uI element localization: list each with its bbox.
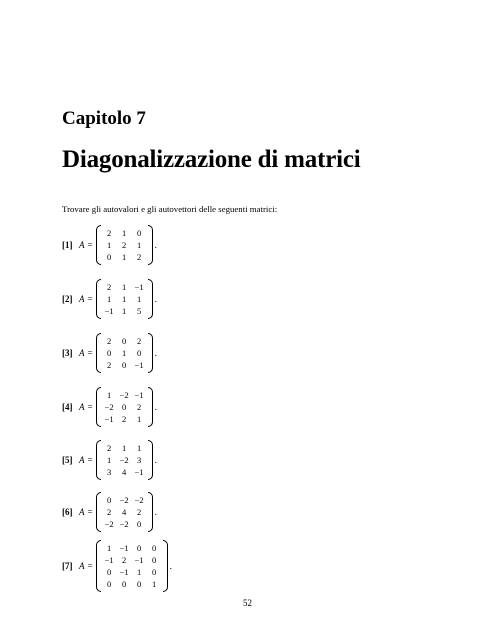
matrix-entry: 2 [121, 240, 127, 250]
matrix-entry: 1 [121, 348, 127, 358]
matrix-entry: 0 [136, 228, 142, 238]
matrix-entry: 5 [136, 306, 142, 316]
matrix-entry: 0 [106, 252, 112, 262]
matrix-entry: −2 [104, 519, 114, 529]
matrix-entry: 0 [136, 579, 142, 589]
matrix-entry: −1 [134, 467, 144, 477]
period: . [154, 348, 157, 358]
problem-5 [62, 443, 157, 477]
matrix-entry: 0 [136, 543, 142, 553]
page-number: 52 [243, 598, 252, 608]
problem-3 [62, 336, 157, 370]
matrix-entry: −1 [119, 567, 129, 577]
matrix-entry: 1 [136, 567, 142, 577]
equals-sign: = [87, 348, 93, 358]
period: . [154, 455, 157, 465]
problem-2 [62, 282, 157, 316]
problem-7 [62, 543, 172, 589]
matrix [96, 442, 153, 478]
matrix-entry: −2 [119, 390, 129, 400]
matrix-entry: 1 [106, 455, 112, 465]
problem-label: [6] [62, 507, 73, 517]
matrix-entry: 2 [136, 507, 142, 517]
matrix-entry: 2 [121, 414, 127, 424]
equals-sign: = [87, 294, 93, 304]
problem-label: [1] [62, 240, 73, 250]
matrix-entry: 1 [106, 390, 112, 400]
period: . [154, 240, 157, 250]
matrix-entry: −1 [104, 414, 114, 424]
matrix-entry: 2 [106, 443, 112, 453]
matrix-entry: −2 [119, 495, 129, 505]
matrix-variable: A [79, 507, 85, 517]
problem-label: [3] [62, 348, 73, 358]
matrix-entry: 0 [151, 555, 157, 565]
matrix-entry: −1 [119, 543, 129, 553]
matrix-entry: 4 [121, 467, 127, 477]
matrix [96, 335, 153, 371]
matrix-entry: −1 [104, 306, 114, 316]
matrix-entry: 2 [136, 402, 142, 412]
matrix-entry: 0 [136, 348, 142, 358]
matrix [96, 542, 168, 590]
matrix-entry: 1 [106, 240, 112, 250]
matrix-entry: 1 [151, 579, 157, 589]
matrix-entry: 2 [106, 336, 112, 346]
matrix-entry: 1 [106, 543, 112, 553]
period: . [154, 402, 157, 412]
matrix-entry: 1 [136, 443, 142, 453]
matrix-entry: 3 [106, 467, 112, 477]
matrix-entry: 1 [136, 414, 142, 424]
matrix-variable: A [79, 348, 85, 358]
matrix-entry: 1 [121, 306, 127, 316]
matrix-entry: −2 [119, 519, 129, 529]
problem-label: [7] [62, 561, 73, 571]
matrix-entry: 1 [136, 294, 142, 304]
chapter-heading: Capitolo 7 [62, 108, 146, 129]
matrix-entry: −1 [134, 390, 144, 400]
matrix-entry: 0 [121, 579, 127, 589]
problem-label: [2] [62, 294, 73, 304]
equals-sign: = [87, 240, 93, 250]
problem-label: [4] [62, 402, 73, 412]
matrix-entry: 1 [121, 443, 127, 453]
problem-4 [62, 390, 157, 424]
matrix-entry: 0 [151, 567, 157, 577]
matrix-variable: A [79, 402, 85, 412]
matrix-entry: 0 [121, 336, 127, 346]
matrix-entry: 2 [136, 252, 142, 262]
matrix-entry: 2 [106, 282, 112, 292]
matrix-entry: 0 [121, 360, 127, 370]
matrix-entry: −2 [119, 455, 129, 465]
page-title: Diagonalizzazione di matrici [62, 146, 361, 173]
matrix-entry: 0 [136, 519, 142, 529]
equals-sign: = [87, 561, 93, 571]
matrix-variable: A [79, 294, 85, 304]
matrix-entry: 4 [121, 507, 127, 517]
matrix-entry: 2 [106, 360, 112, 370]
matrix-entry: 1 [106, 294, 112, 304]
equals-sign: = [87, 507, 93, 517]
matrix-entry: 0 [121, 402, 127, 412]
matrix-variable: A [79, 240, 85, 250]
matrix-entry: 1 [121, 228, 127, 238]
matrix-variable: A [79, 455, 85, 465]
problem-label: [5] [62, 455, 73, 465]
matrix-entry: 0 [106, 567, 112, 577]
matrix [96, 494, 153, 530]
matrix-entry: −1 [134, 555, 144, 565]
matrix-entry: −2 [104, 402, 114, 412]
matrix-entry: −2 [134, 495, 144, 505]
matrix-entry: 0 [106, 579, 112, 589]
matrix [96, 227, 153, 263]
matrix-entry: 2 [106, 507, 112, 517]
matrix-entry: −1 [134, 282, 144, 292]
matrix-entry: −1 [104, 555, 114, 565]
period: . [154, 507, 157, 517]
matrix-entry: 1 [121, 252, 127, 262]
equals-sign: = [87, 402, 93, 412]
matrix-entry: 3 [136, 455, 142, 465]
matrix-entry: 0 [151, 543, 157, 553]
matrix-entry: 2 [106, 228, 112, 238]
period: . [154, 294, 157, 304]
matrix-entry: 1 [121, 282, 127, 292]
matrix-entry: −1 [134, 360, 144, 370]
intro-text: Trovare gli autovalori e gli autovettori delle seguenti matrici: [62, 204, 278, 214]
problem-6 [62, 495, 157, 529]
matrix-entry: 2 [136, 336, 142, 346]
matrix-entry: 0 [106, 348, 112, 358]
matrix [96, 389, 153, 425]
matrix [96, 281, 153, 317]
matrix-entry: 0 [106, 495, 112, 505]
equals-sign: = [87, 455, 93, 465]
matrix-entry: 1 [121, 294, 127, 304]
period: . [169, 561, 172, 571]
matrix-entry: 1 [136, 240, 142, 250]
matrix-variable: A [79, 561, 85, 571]
problem-1 [62, 228, 157, 262]
matrix-entry: 2 [121, 555, 127, 565]
